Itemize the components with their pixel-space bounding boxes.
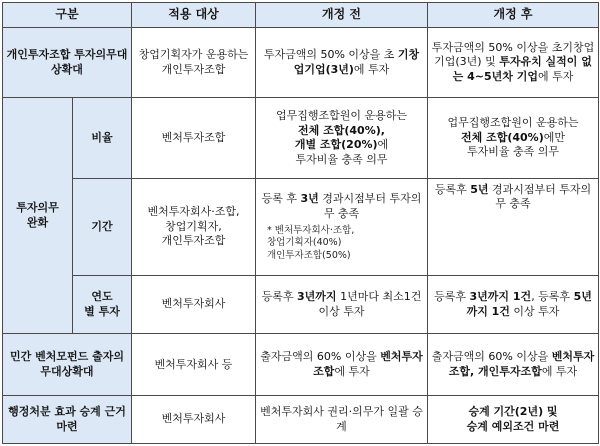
before-cell bbox=[256, 334, 428, 396]
text-segment: 등록후 bbox=[434, 290, 470, 304]
before-cell bbox=[256, 98, 428, 179]
row-sublabel: 기간 bbox=[73, 178, 132, 275]
table-row bbox=[3, 396, 599, 444]
table-row bbox=[3, 178, 599, 275]
bold-text-segment: 기창업기업(3년) bbox=[293, 48, 420, 76]
text-segment: 업무집행조합원이 운용하는 bbox=[447, 116, 579, 130]
bold-text-segment: 전체 조합(40%) bbox=[461, 130, 544, 144]
row-sublabel: 연도 별 투자 bbox=[73, 276, 132, 334]
bold-text-segment: 벤처투자조합 bbox=[313, 350, 423, 378]
before-cell bbox=[256, 178, 428, 275]
table-row bbox=[3, 334, 599, 396]
target-cell: 벤처투자회사·조합, 창업기획자, 개인투자조합 bbox=[132, 178, 256, 275]
before-cell bbox=[256, 27, 428, 97]
header-row bbox=[3, 3, 599, 28]
after-cell bbox=[428, 178, 599, 275]
row-label: 민간 벤처모펀드 출자의무대상확대 bbox=[3, 334, 132, 396]
target-cell: 벤처투자회사 등 bbox=[132, 334, 256, 396]
header-category: 구분 bbox=[3, 3, 132, 28]
text-segment: 투자금액의 50% 이상을 초 bbox=[263, 48, 398, 62]
table-row bbox=[3, 98, 599, 179]
bold-text-segment: 5년까지 1건 bbox=[466, 290, 592, 318]
bold-text-segment: 3년까지 bbox=[297, 290, 337, 304]
before-footnote: * 벤처투자회사·조합, 창업기획자(40%) 개인투자조합(50%) bbox=[267, 225, 355, 261]
after-cell bbox=[428, 334, 599, 396]
bold-text-segment: 전체 조합(40%), 개별 조합(20%) bbox=[294, 123, 385, 152]
target-cell: 벤처투자회사 bbox=[132, 396, 256, 444]
text-segment: 등록후 bbox=[261, 290, 298, 304]
text-segment: 투자금액의 50% 이상을 초기창업기업(3년) 및 bbox=[431, 40, 595, 69]
text-segment: , 등록후 bbox=[531, 290, 574, 304]
target-cell: 창업기획자가 운용하는 개인투자조합 bbox=[132, 27, 256, 97]
bold-text-segment: 승계 기간(2년) 및 승계 예외조건 마련 bbox=[466, 405, 560, 433]
text-segment: 1년마다 최소1건 이상 투자 bbox=[318, 290, 425, 318]
header-after: 개정 후 bbox=[428, 3, 599, 28]
text-segment: 에 투자 bbox=[537, 69, 574, 83]
bold-text-segment: 3년 bbox=[300, 192, 319, 206]
header-before: 개정 전 bbox=[256, 3, 428, 28]
before-text bbox=[259, 192, 424, 221]
text-segment: 등록 후 bbox=[261, 192, 301, 206]
text-segment: 에 투자 bbox=[334, 364, 370, 378]
after-cell bbox=[428, 27, 599, 97]
row-label: 행정처분 효과 승계 근거 마련 bbox=[3, 396, 132, 444]
text-segment: 에 투자 bbox=[541, 364, 578, 378]
group-label: 투자의무 완화 bbox=[3, 98, 73, 334]
text-segment: 에 투자 bbox=[353, 62, 390, 76]
target-cell: 벤처투자조합 bbox=[132, 98, 256, 179]
text-segment: 경과시점부터 투자의무 충족 bbox=[488, 182, 592, 211]
after-cell bbox=[428, 276, 599, 334]
before-cell bbox=[256, 396, 428, 444]
table-row bbox=[3, 276, 599, 334]
text-segment: 벤처투자회사 권리·의무가 일괄 승계 bbox=[260, 405, 423, 433]
text-segment: 이상 투자 bbox=[509, 304, 560, 318]
table-row bbox=[3, 27, 599, 97]
before-cell bbox=[256, 276, 428, 334]
bold-text-segment: 5년 bbox=[470, 182, 489, 196]
comparison-table bbox=[2, 2, 599, 444]
header-target: 적용 대상 bbox=[132, 3, 256, 28]
after-cell bbox=[428, 396, 599, 444]
text-segment: 출자금액의 60% 이상을 bbox=[260, 350, 381, 364]
text-segment: 업무집행조합원이 운용하는 bbox=[275, 109, 407, 123]
text-segment: 등록후 bbox=[434, 182, 471, 196]
text-segment: 출자금액의 60% 이상을 bbox=[431, 350, 552, 364]
text-segment: 에만 투자비율 충족 의무 bbox=[466, 130, 565, 159]
row-label: 개인투자조합 투자의무대상확대 bbox=[3, 27, 132, 97]
row-sublabel: 비율 bbox=[73, 98, 132, 179]
bold-text-segment: 3년까지 1건 bbox=[469, 290, 532, 304]
after-cell bbox=[428, 98, 599, 179]
bold-text-segment: 투자유치 실적이 없는 4~5년차 기업 bbox=[452, 55, 592, 83]
bold-text-segment: 벤처투자조합, 개인투자조합 bbox=[448, 350, 595, 378]
text-segment: 경과시점부터 투자의무 충족 bbox=[318, 192, 422, 220]
target-cell: 벤처투자회사 bbox=[132, 276, 256, 334]
text-segment: 에 투자비율 충족 의무 bbox=[295, 138, 389, 166]
